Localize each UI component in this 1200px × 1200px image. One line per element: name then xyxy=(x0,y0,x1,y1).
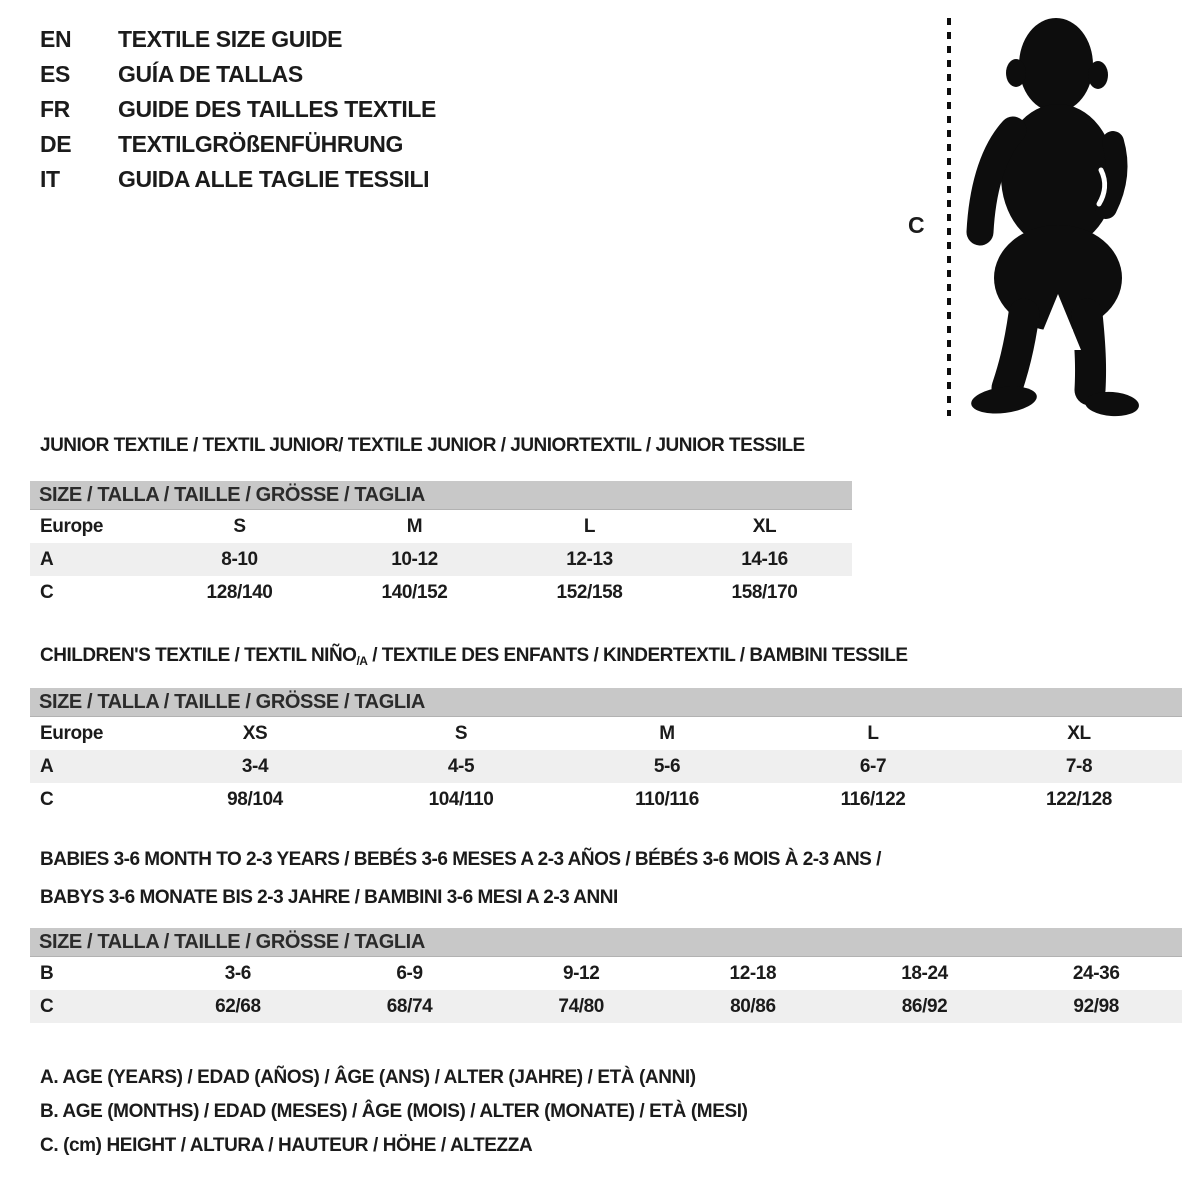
table-cell: 24-36 xyxy=(1072,962,1120,984)
table-cell: 104/110 xyxy=(428,788,494,810)
table-cell: 74/80 xyxy=(558,995,604,1017)
table-cell: 92/98 xyxy=(1073,995,1119,1017)
babies-title-line-1: BABIES 3-6 MONTH TO 2-3 YEARS / BEBÉS 3-6 MESES A 2-3 AÑOS / BÉBÉS 3-6 MOIS À 2-3 ANS / xyxy=(40,849,881,870)
height-measure-label: C xyxy=(908,212,925,238)
language-row xyxy=(40,57,436,92)
table-row xyxy=(30,750,1182,783)
children-section-title xyxy=(40,645,908,668)
children-title-main: CHILDREN'S TEXTILE / TEXTIL NIÑO xyxy=(40,645,357,666)
table-row xyxy=(30,957,1182,990)
row-label: C xyxy=(40,788,54,810)
babies-title-line-2: BABYS 3-6 MONATE BIS 2-3 JAHRE / BAMBINI 3-6 MESI A 2-3 ANNI xyxy=(40,887,618,908)
language-row xyxy=(40,22,436,57)
table-cell: 9-12 xyxy=(562,962,600,984)
children-title-rest: / TEXTILE DES ENFANTS / KINDERTEXTIL / BAMBINI TESSILE xyxy=(367,645,908,666)
babies-section-title xyxy=(40,841,881,917)
row-label: A xyxy=(40,548,54,570)
language-title: GUIDE DES TAILLES TEXTILE xyxy=(118,96,436,122)
table-cell: XL xyxy=(752,515,777,537)
table-row xyxy=(30,510,852,543)
table-cell: 12-13 xyxy=(566,548,613,570)
language-row xyxy=(40,127,436,162)
junior-size-table xyxy=(30,481,852,609)
table-cell: 4-5 xyxy=(447,755,475,777)
table-cell: 140/152 xyxy=(381,581,448,603)
language-title: GUIDA ALLE TAGLIE TESSILI xyxy=(118,166,430,192)
table-cell: XL xyxy=(1067,722,1091,744)
table-cell: XS xyxy=(242,722,268,744)
language-title: TEXTILGRÖßENFÜHRUNG xyxy=(118,131,403,157)
size-header-bar: SIZE / TALLA / TAILLE / GRÖSSE / TAGLIA xyxy=(30,928,1182,957)
row-label: Europe xyxy=(40,515,104,537)
row-label: C xyxy=(40,581,54,603)
table-cell: 6-9 xyxy=(396,962,423,984)
row-label: C xyxy=(40,995,54,1017)
table-cell: 10-12 xyxy=(391,548,438,570)
toddler-silhouette-icon xyxy=(963,14,1141,418)
table-cell: 128/140 xyxy=(206,581,273,603)
table-cell: 98/104 xyxy=(227,788,283,810)
height-measure-line xyxy=(947,18,951,416)
language-row xyxy=(40,92,436,127)
children-size-table xyxy=(30,688,1182,816)
table-cell: 62/68 xyxy=(215,995,261,1017)
language-row xyxy=(40,162,436,197)
table-row xyxy=(30,990,1182,1023)
language-title: GUÍA DE TALLAS xyxy=(118,61,303,87)
row-label: A xyxy=(40,755,54,777)
size-header-bar: SIZE / TALLA / TAILLE / GRÖSSE / TAGLIA xyxy=(30,688,1182,717)
table-row xyxy=(30,543,852,576)
table-cell: S xyxy=(454,722,468,744)
table-cell: S xyxy=(233,515,246,537)
table-cell: 122/128 xyxy=(1046,788,1112,810)
table-row xyxy=(30,576,852,609)
babies-size-table xyxy=(30,928,1182,1023)
table-cell: L xyxy=(583,515,596,537)
language-code: FR xyxy=(40,96,70,122)
table-cell: L xyxy=(867,722,879,744)
language-code: IT xyxy=(40,166,60,192)
size-header-bar: SIZE / TALLA / TAILLE / GRÖSSE / TAGLIA xyxy=(30,481,852,510)
row-label: B xyxy=(40,962,54,984)
table-cell: 116/122 xyxy=(840,788,906,810)
language-code: DE xyxy=(40,131,72,157)
legend-list xyxy=(40,1061,748,1163)
table-cell: M xyxy=(659,722,675,744)
table-cell: 110/116 xyxy=(635,788,699,810)
table-row xyxy=(30,783,1182,816)
language-title: TEXTILE SIZE GUIDE xyxy=(118,26,343,52)
table-cell: 5-6 xyxy=(653,755,681,777)
table-cell: 7-8 xyxy=(1065,755,1093,777)
table-cell: 152/158 xyxy=(556,581,623,603)
table-cell: 14-16 xyxy=(741,548,788,570)
junior-section-title: JUNIOR TEXTILE / TEXTIL JUNIOR/ TEXTILE JUNIOR / JUNIORTEXTIL / JUNIOR TESSILE xyxy=(40,435,805,456)
children-title-sub: /A xyxy=(356,654,368,668)
legend-line: C. (cm) HEIGHT / ALTURA / HAUTEUR / HÖHE / ALTEZZA xyxy=(40,1135,533,1156)
table-row xyxy=(30,717,1182,750)
table-cell: 8-10 xyxy=(221,548,258,570)
table-cell: 158/170 xyxy=(731,581,798,603)
language-list xyxy=(40,22,436,197)
table-cell: 86/92 xyxy=(901,995,948,1017)
row-label: Europe xyxy=(40,722,104,744)
table-cell: 6-7 xyxy=(859,755,887,777)
legend-line: B. AGE (MONTHS) / EDAD (MESES) / ÂGE (MOIS) / ALTER (MONATE) / ETÀ (MESI) xyxy=(40,1101,748,1122)
language-code: EN xyxy=(40,26,72,52)
table-cell: 68/74 xyxy=(386,995,433,1017)
table-cell: 80/86 xyxy=(730,995,776,1017)
table-cell: 18-24 xyxy=(901,962,948,984)
language-code: ES xyxy=(40,61,70,87)
legend-line: A. AGE (YEARS) / EDAD (AÑOS) / ÂGE (ANS) / ALTER (JAHRE) / ETÀ (ANNI) xyxy=(40,1067,696,1088)
table-cell: 12-18 xyxy=(729,962,777,984)
table-cell: 3-4 xyxy=(241,755,269,777)
table-cell: 3-6 xyxy=(224,962,251,984)
table-cell: M xyxy=(406,515,423,537)
